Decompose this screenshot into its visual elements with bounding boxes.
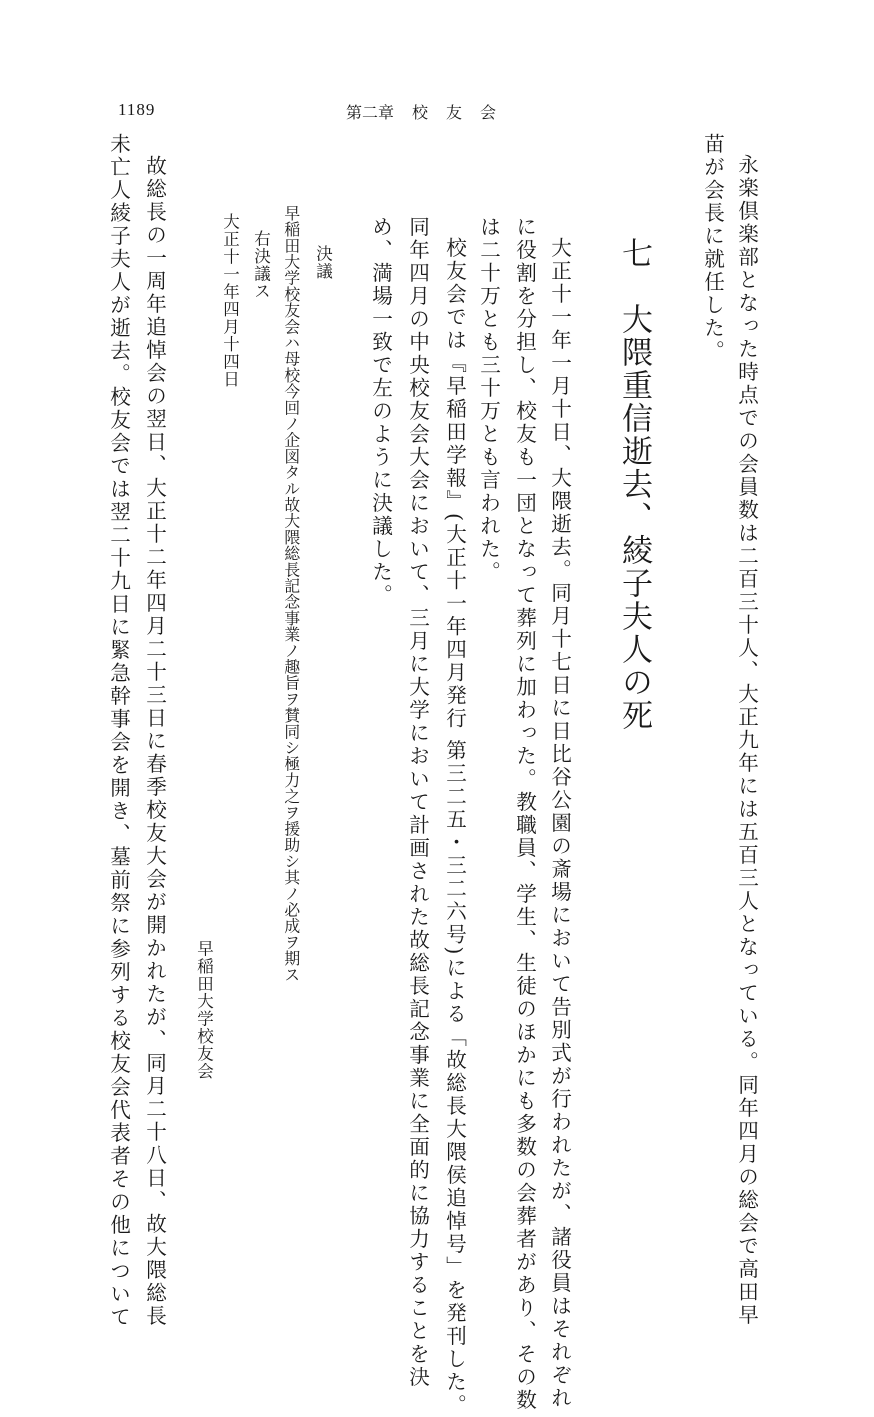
text-line: 苗が会長に就任した。 <box>700 133 725 363</box>
resolution-text: 早稲田大学校友会ハ母校今回ノ企図タル故大隈総長記念事業ノ趣旨ヲ賛同シ極力之ヲ援助シ其ノ必成ヲ期ス <box>281 205 301 983</box>
resolution-signature: 早稲田大学校友会 <box>194 940 214 1080</box>
text-line: に役割を分担し、校友も一団となって葬列に加わった。教職員、学生、生徒のほかにも多数の会葬者があり、その数 <box>512 216 537 1412</box>
text-line: 永楽倶楽部となった時点での会員数は二百三十人、大正九年には五百三人となっている。同年四月の総会で高田早 <box>734 154 759 1327</box>
running-head <box>346 100 514 123</box>
text-line: 未亡人綾子夫人が逝去。校友会では翌二十九日に緊急幹事会を開き、墓前祭に参列する校友会代表者その他について <box>106 133 131 1329</box>
section-word-2: 友 <box>446 103 463 122</box>
text-line: め、満場一致で左のように決議した。 <box>368 216 393 607</box>
page-number: 1189 <box>118 100 156 119</box>
text-line: 故総長の一周年追悼会の翌日、大正十二年四月二十三日に春季校友大会が開かれたが、同月二十八日、故大隈総長 <box>142 155 167 1328</box>
chapter-label: 第二章 <box>346 103 395 122</box>
section-word-1: 校 <box>412 103 429 122</box>
text-line: 同年四月の中央校友会大会において、三月に大学において計画された故総長記念事業に全面的に協力することを決 <box>405 216 430 1389</box>
resolution-title: 決議 <box>313 245 333 280</box>
section-heading: 七 大隈重信逝去、綾子夫人の死 <box>616 237 652 732</box>
text-line: 大正十一年一月十日、大隈逝去。同月十七日に日比谷公園の斎場において告別式が行われたが、諸役員はそれぞれ <box>547 237 572 1410</box>
section-word-3: 会 <box>480 103 497 122</box>
resolution-date: 大正十一年四月十四日 <box>220 213 240 388</box>
text-line: は二十万とも三十万とも言われた。 <box>476 216 501 584</box>
resolution-close: 右決議ス <box>251 230 271 300</box>
text-line: 校友会では『早稲田学報』(大正十一年四月発行 第三二五・三二六号)による「故総長大隈侯追悼号」を発刊した。 <box>442 237 467 1417</box>
